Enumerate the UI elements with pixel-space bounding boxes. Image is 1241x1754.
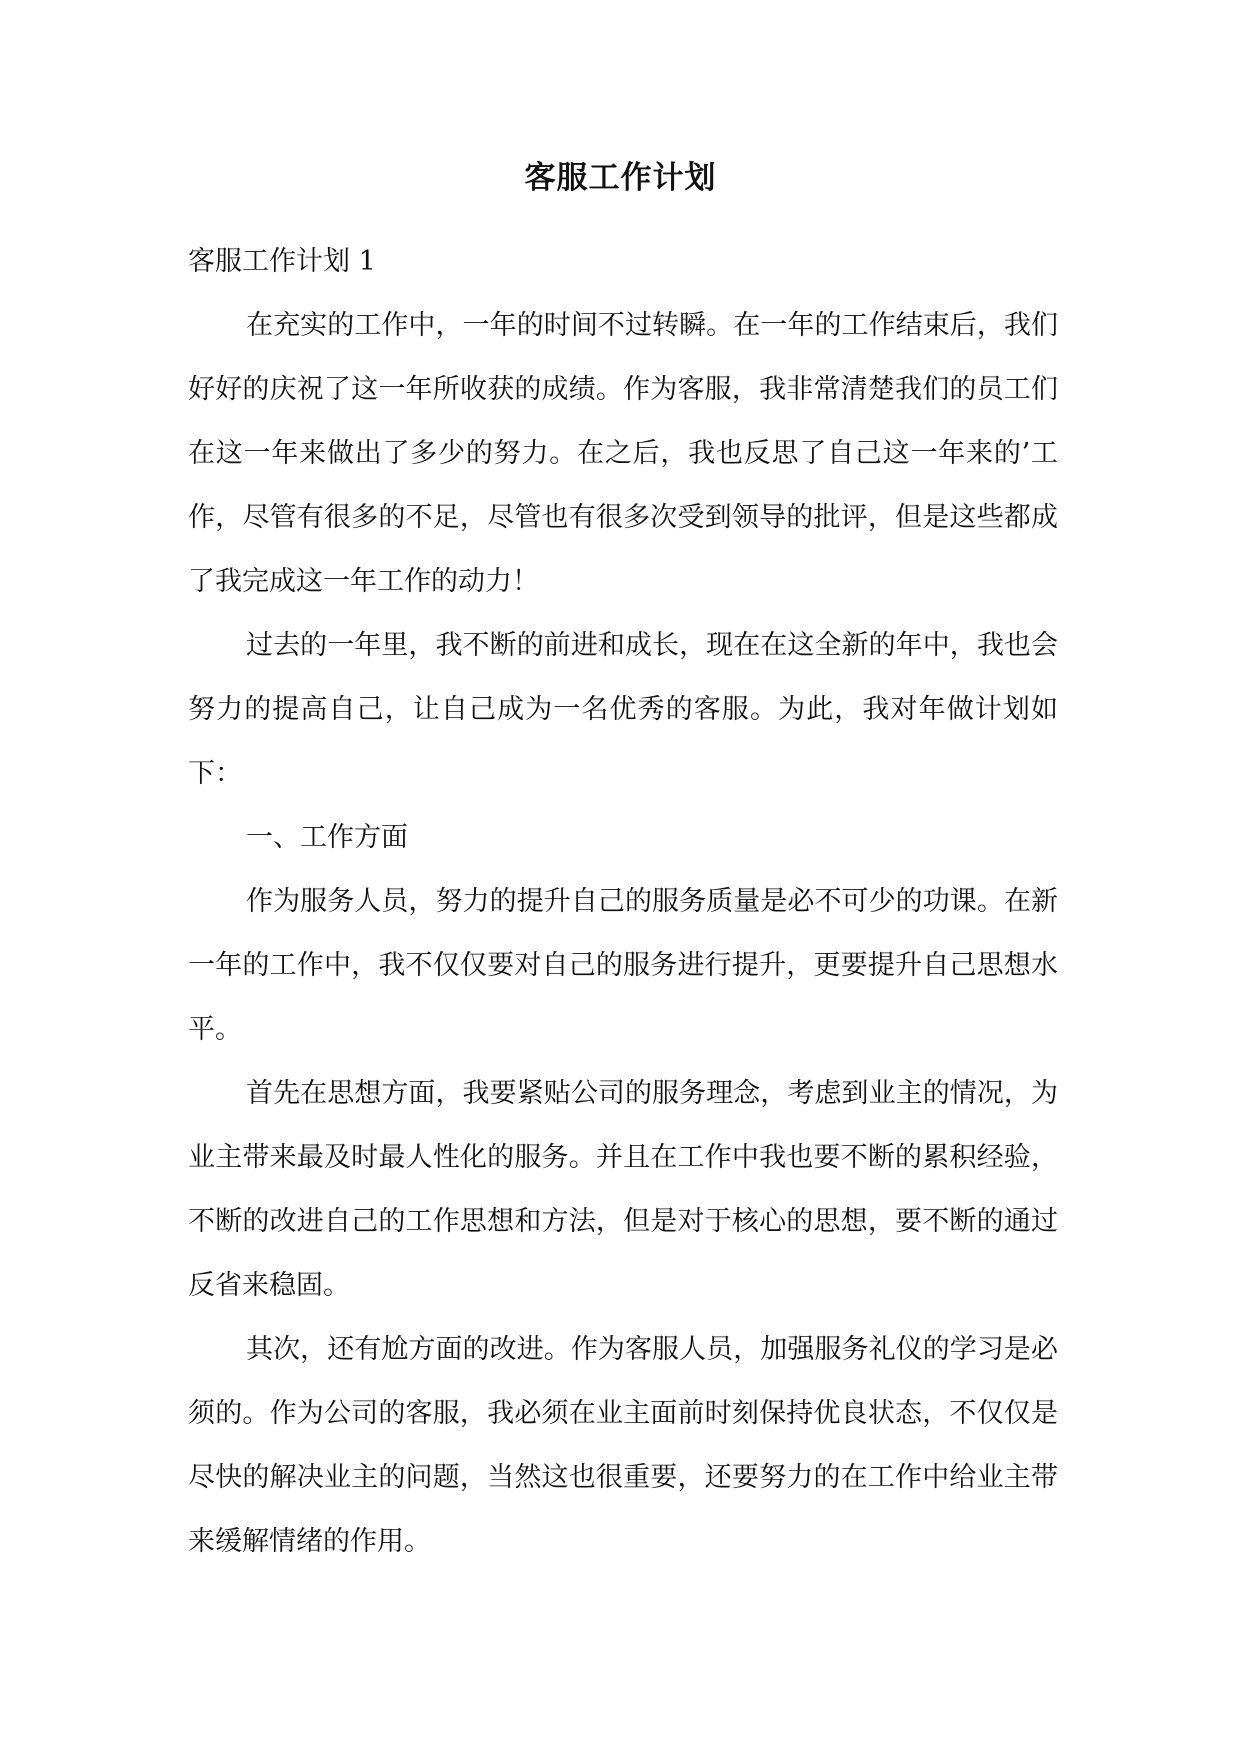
document-title: 客服工作计划 — [524, 160, 717, 196]
paragraph: 过去的一年里，我不断的前进和成长，现在在这全新的年中，我也会努力的提高自己，让自己成为一名优秀的客服。为此，我对年做计划如下： — [188, 630, 1058, 789]
paragraph: 其次，还有尬方面的改进。作为客服人员，加强服务礼仪的学习是必须的。作为公司的客服，我必须在业主面前时刻保持优良状态，不仅仅是尽快的解决业主的问题，当然这也很重要，还要努力的在工作中给业主带来缓解情绪的作用。 — [188, 1334, 1058, 1557]
section-heading: 一、工作方面 — [246, 822, 408, 853]
paragraph: 在充实的工作中，一年的时间不过转瞬。在一年的工作结束后，我们好好的庆祝了这一年所收获的成绩。作为客服，我非常清楚我们的员工们在这一年来做出了多少的努力。在之后，我也反思了自己这一年来的’工作，尽管有很多的不足，尽管也有很多次受到领导的批评，但是这些都成了我完成这一年工作的动力！ — [188, 310, 1058, 597]
paragraph: 首先在思想方面，我要紧贴公司的服务理念，考虑到业主的情况，为业主带来最及时最人性化的服务。并且在工作中我也要不断的累积经验，不断的改进自己的工作思想和方法，但是对于核心的思想，要不断的通过反省来稳固。 — [188, 1078, 1058, 1301]
document-body — [188, 230, 1058, 1574]
section-subtitle: 客服工作计划 1 — [188, 246, 376, 277]
paragraph: 作为服务人员，努力的提升自己的服务质量是必不可少的功课。在新一年的工作中，我不仅仅要对自己的服务进行提升，更要提升自己思想水平。 — [188, 886, 1058, 1045]
